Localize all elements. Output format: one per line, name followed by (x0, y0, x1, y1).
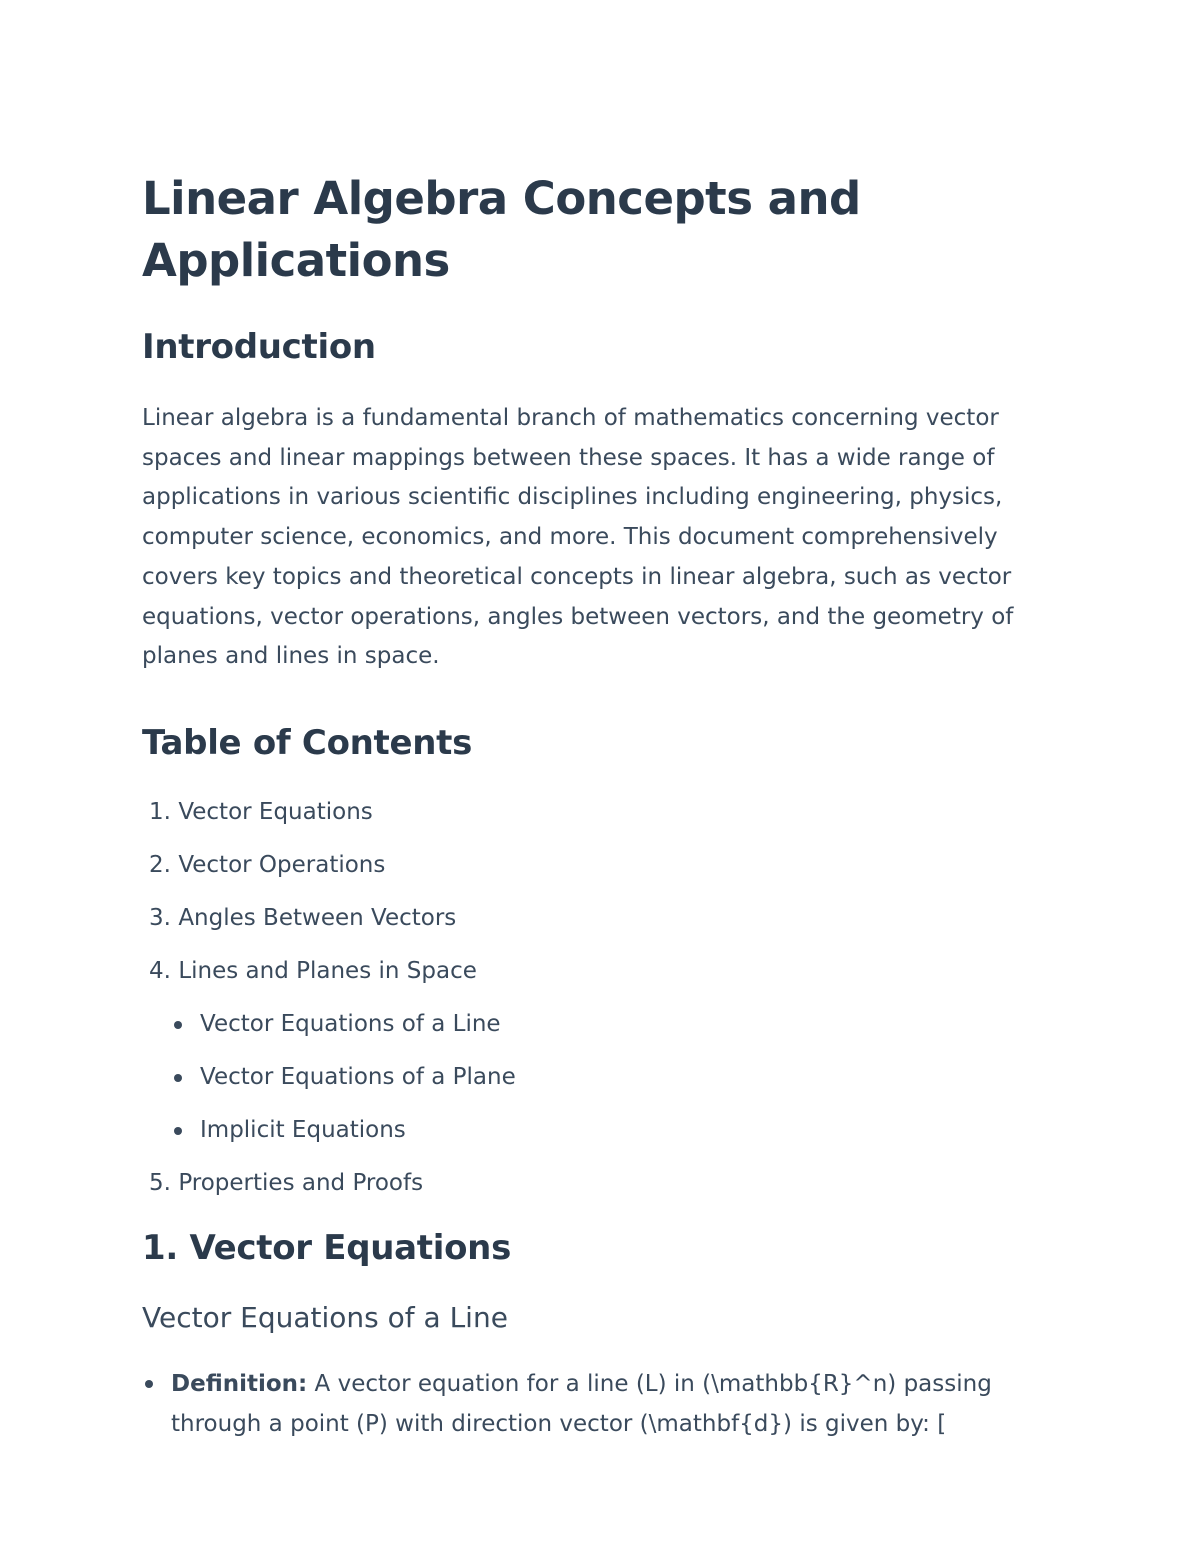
bullet-icon (174, 1074, 182, 1082)
toc-item-lines-and-planes (142, 955, 1062, 1147)
toc-item-number: 5. (149, 1169, 171, 1196)
toc-item-label: Vector Operations (178, 851, 386, 878)
toc-subitem-label: Vector Equations of a Plane (200, 1063, 516, 1090)
document-content (142, 168, 1062, 1444)
definition-list (142, 1364, 1062, 1444)
toc-item-number: 3. (149, 904, 171, 931)
toc-item-label: Angles Between Vectors (178, 904, 457, 931)
toc-subitem-label: Implicit Equations (200, 1116, 406, 1143)
toc-item-label: Properties and Proofs (178, 1169, 424, 1196)
toc-sublist (142, 1008, 1062, 1147)
bullet-icon (174, 1127, 182, 1135)
toc-subitem-label: Vector Equations of a Line (200, 1010, 501, 1037)
toc-item-vector-operations (142, 849, 1062, 882)
toc-subitem-line-equations (142, 1008, 1062, 1041)
section-1-subheading: Vector Equations of a Line (142, 1300, 508, 1334)
introduction-paragraph: Linear algebra is a fundamental branch of mathematics concerning vector spaces and linear mappings between these spaces. It has a wide range of applications in various scientific disciplines including engineering, physics, computer science, economics, and more. This document comprehensively covers key topics and theoretical concepts in linear algebra, such as vector equations, vector operations, angles between vectors, and the geometry of planes and lines in space. (142, 405, 1014, 670)
bullet-icon (174, 1021, 182, 1029)
definition-item (142, 1364, 1062, 1444)
toc-item-properties-and-proofs (142, 1167, 1062, 1200)
toc-subitem-implicit-equations (142, 1114, 1062, 1147)
toc-item-number: 4. (149, 957, 171, 984)
toc-heading: Table of Contents (142, 722, 473, 763)
toc-subitem-plane-equations (142, 1061, 1062, 1094)
document-title: Linear Algebra Concepts and Applications (142, 172, 861, 287)
toc-item-label: Lines and Planes in Space (178, 957, 477, 984)
toc-item-angles-between-vectors (142, 902, 1062, 935)
definition-text: A vector equation for a line (L) in (\mathbb{R}^n) passing through a point (P) with direction vector (\mathbf{d}) is given by: [ (171, 1370, 992, 1437)
toc-item-vector-equations (142, 796, 1062, 829)
table-of-contents (142, 796, 1062, 1200)
bullet-icon (145, 1380, 153, 1388)
toc-item-label: Vector Equations (178, 798, 373, 825)
toc-item-number: 2. (149, 851, 171, 878)
section-1-heading: 1. Vector Equations (142, 1227, 512, 1268)
definition-label: Definition: (171, 1370, 308, 1397)
toc-item-number: 1. (149, 798, 171, 825)
introduction-heading: Introduction (142, 327, 376, 367)
